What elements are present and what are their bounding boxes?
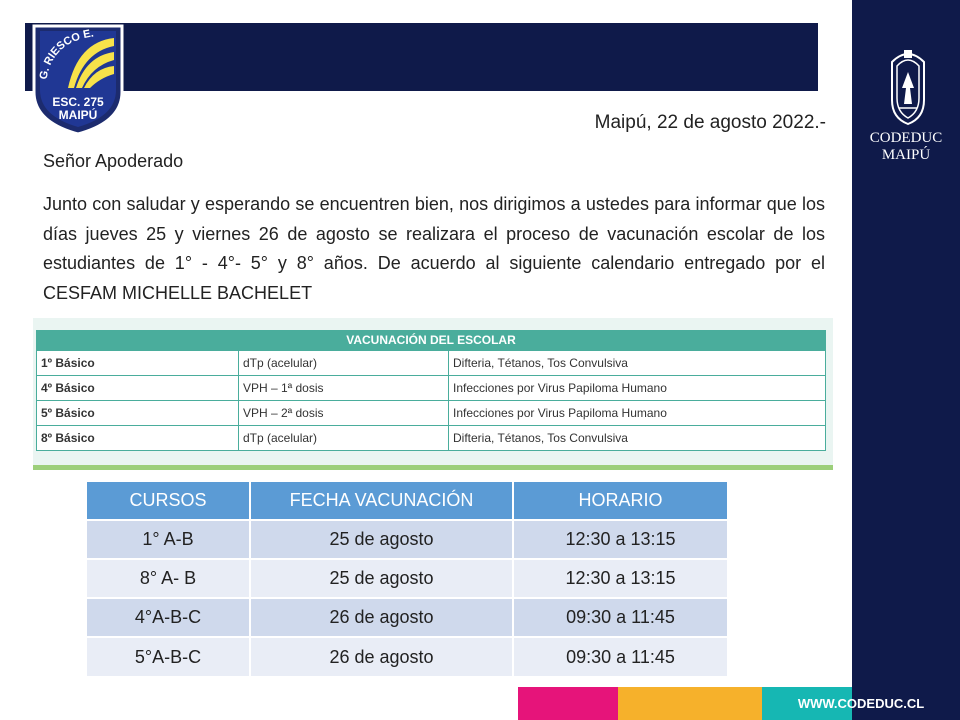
codeduc-name-line1: CODEDUC — [869, 130, 943, 146]
schedule-horario-cell: 12:30 a 13:15 — [513, 559, 727, 598]
schedule-horario-cell: 09:30 a 11:45 — [513, 637, 727, 676]
schedule-curso-cell: 1° A-B — [87, 520, 250, 559]
vaccination-table-title: VACUNACIÓN DEL ESCOLAR — [36, 330, 826, 350]
schedule-fecha-cell: 25 de agosto — [250, 559, 513, 598]
schedule-row — [87, 637, 727, 676]
vaccination-curso-cell: 5º Básico — [37, 401, 239, 426]
vaccination-row — [37, 376, 826, 401]
header-banner — [25, 23, 818, 91]
vaccination-image-border — [33, 465, 833, 470]
vaccination-calendar-image — [33, 318, 833, 470]
school-logo — [28, 22, 128, 136]
vaccination-curso-cell: 4º Básico — [37, 376, 239, 401]
schedule-row — [87, 559, 727, 598]
schedule-row — [87, 520, 727, 559]
vaccination-row — [37, 401, 826, 426]
footer-strip-pink — [518, 687, 618, 720]
vaccination-enfermedad-cell: Infecciones por Virus Papiloma Humano — [449, 401, 826, 426]
letter-body: Junto con saludar y esperando se encuentren bien, nos dirigimos a ustedes para informar que los días jueves 25 y viernes 26 de agosto se realizara el proceso de vacunación escolar de los estudiantes de 1° - 4°- 5° y 8° años. De acuerdo al siguiente calendario entregado por el CESFAM MICHELLE BACHELET — [43, 194, 825, 303]
vaccination-enfermedad-cell: Infecciones por Virus Papiloma Humano — [449, 376, 826, 401]
logo-school-number: ESC. 275 — [52, 95, 104, 109]
schedule-curso-cell: 4°A-B-C — [87, 598, 250, 637]
schedule-curso-cell: 8° A- B — [87, 559, 250, 598]
vaccination-vacuna-cell: VPH – 1ª dosis — [239, 376, 449, 401]
schedule-header-row — [87, 482, 727, 520]
schedule-horario-cell: 12:30 a 13:15 — [513, 520, 727, 559]
schedule-row — [87, 598, 727, 637]
vaccination-table — [36, 350, 826, 451]
logo-city: MAIPÚ — [58, 108, 98, 122]
vaccination-enfermedad-cell: Difteria, Tétanos, Tos Convulsiva — [449, 426, 826, 451]
schedule-horario-cell: 09:30 a 11:45 — [513, 598, 727, 637]
vaccination-curso-cell: 1º Básico — [37, 351, 239, 376]
header-fecha: FECHA VACUNACIÓN — [250, 482, 513, 520]
vaccination-vacuna-cell: VPH – 2ª dosis — [239, 401, 449, 426]
header-horario: HORARIO — [513, 482, 727, 520]
header-cursos: CURSOS — [87, 482, 250, 520]
schedule-fecha-cell: 25 de agosto — [250, 520, 513, 559]
logo-arc-text: G. RIESCO E. — [37, 27, 95, 81]
footer-strip-yellow — [618, 687, 762, 720]
website-link[interactable]: WWW.CODEDUC.CL — [797, 696, 925, 711]
codeduc-crest-icon — [884, 48, 932, 126]
codeduc-wordmark — [852, 130, 960, 164]
letter-greeting: Señor Apoderado — [43, 151, 184, 171]
vaccination-row — [37, 426, 826, 451]
vaccination-vacuna-cell: dTp (acelular) — [239, 351, 449, 376]
vaccination-vacuna-cell: dTp (acelular) — [239, 426, 449, 451]
vaccination-enfermedad-cell: Difteria, Tétanos, Tos Convulsiva — [449, 351, 826, 376]
codeduc-name-line2: MAIPÚ — [881, 147, 931, 163]
schedule-table — [87, 482, 727, 676]
schedule-fecha-cell: 26 de agosto — [250, 637, 513, 676]
schedule-curso-cell: 5°A-B-C — [87, 637, 250, 676]
vaccination-row — [37, 351, 826, 376]
vaccination-curso-cell: 8º Básico — [37, 426, 239, 451]
letter-date: Maipú, 22 de agosto 2022.- — [594, 112, 826, 133]
schedule-fecha-cell: 26 de agosto — [250, 598, 513, 637]
